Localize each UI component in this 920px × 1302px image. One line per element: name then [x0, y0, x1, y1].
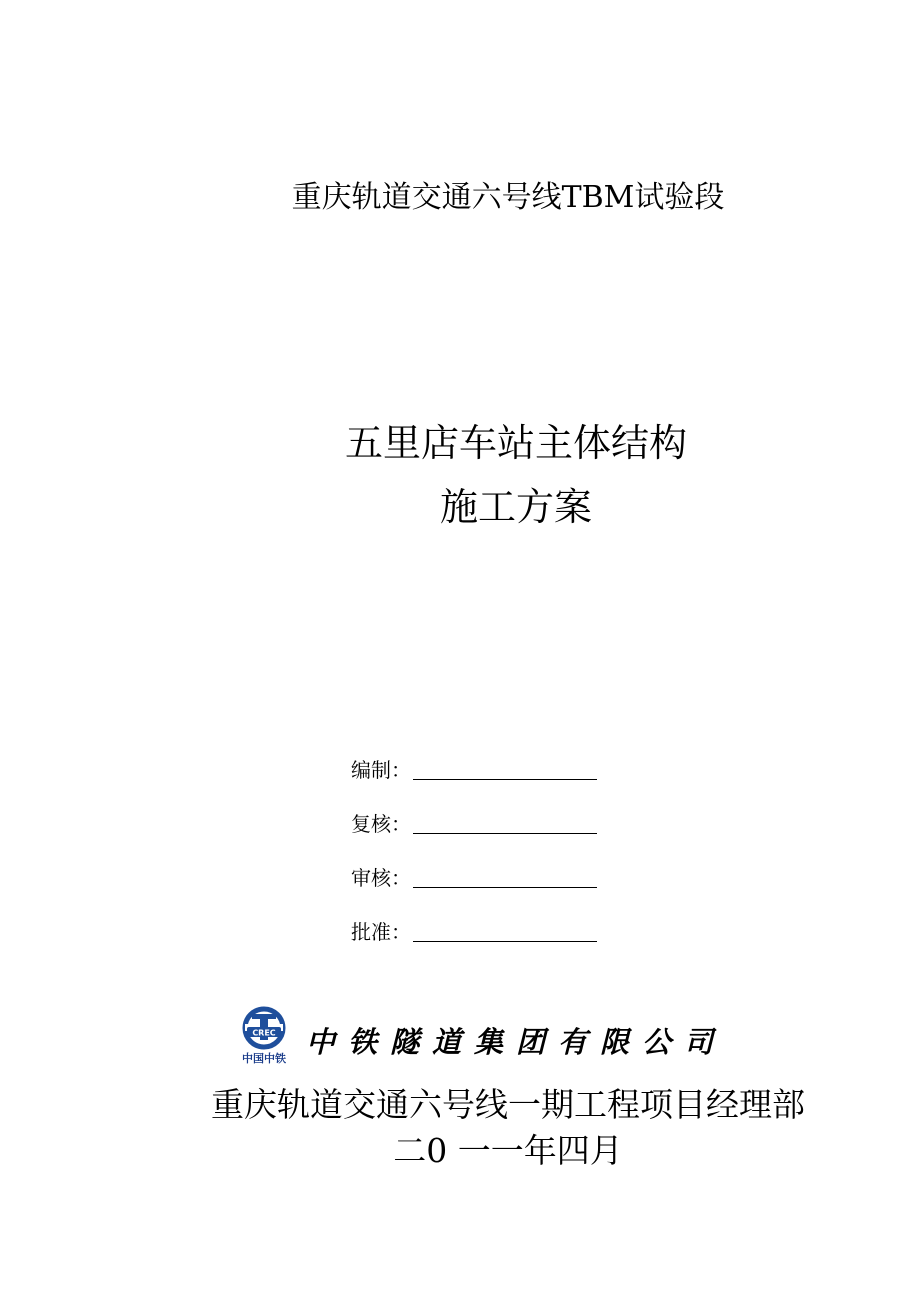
company-name: 中铁隧道集团有限公司 — [306, 1025, 727, 1059]
signature-label: 复核： — [351, 812, 411, 836]
signature-line — [413, 941, 597, 942]
logo-caption: 中国中铁 — [242, 1052, 286, 1065]
signature-row-approved — [351, 916, 597, 946]
document-title: 五里店车站主体结构 — [344, 421, 687, 465]
signature-line — [413, 779, 597, 780]
signature-row-prepared — [351, 754, 597, 784]
logo-initials: CREC — [252, 1028, 276, 1038]
signature-label: 编制： — [351, 758, 411, 782]
department-name: 重庆轨道交通六号线一期工程项目经理部 — [211, 1085, 805, 1124]
document-date: 二0 一一年四月 — [393, 1131, 623, 1170]
document-subtitle: 施工方案 — [439, 485, 592, 529]
signature-line — [413, 887, 597, 888]
signature-label: 审核： — [351, 866, 411, 890]
signature-row-checked — [351, 808, 597, 838]
signature-row-reviewed — [351, 862, 597, 892]
signature-line — [413, 833, 597, 834]
signature-label: 批准： — [351, 920, 411, 944]
crec-logo-icon — [233, 1006, 295, 1066]
project-title: 重庆轨道交通六号线TBM试验段 — [291, 180, 725, 215]
